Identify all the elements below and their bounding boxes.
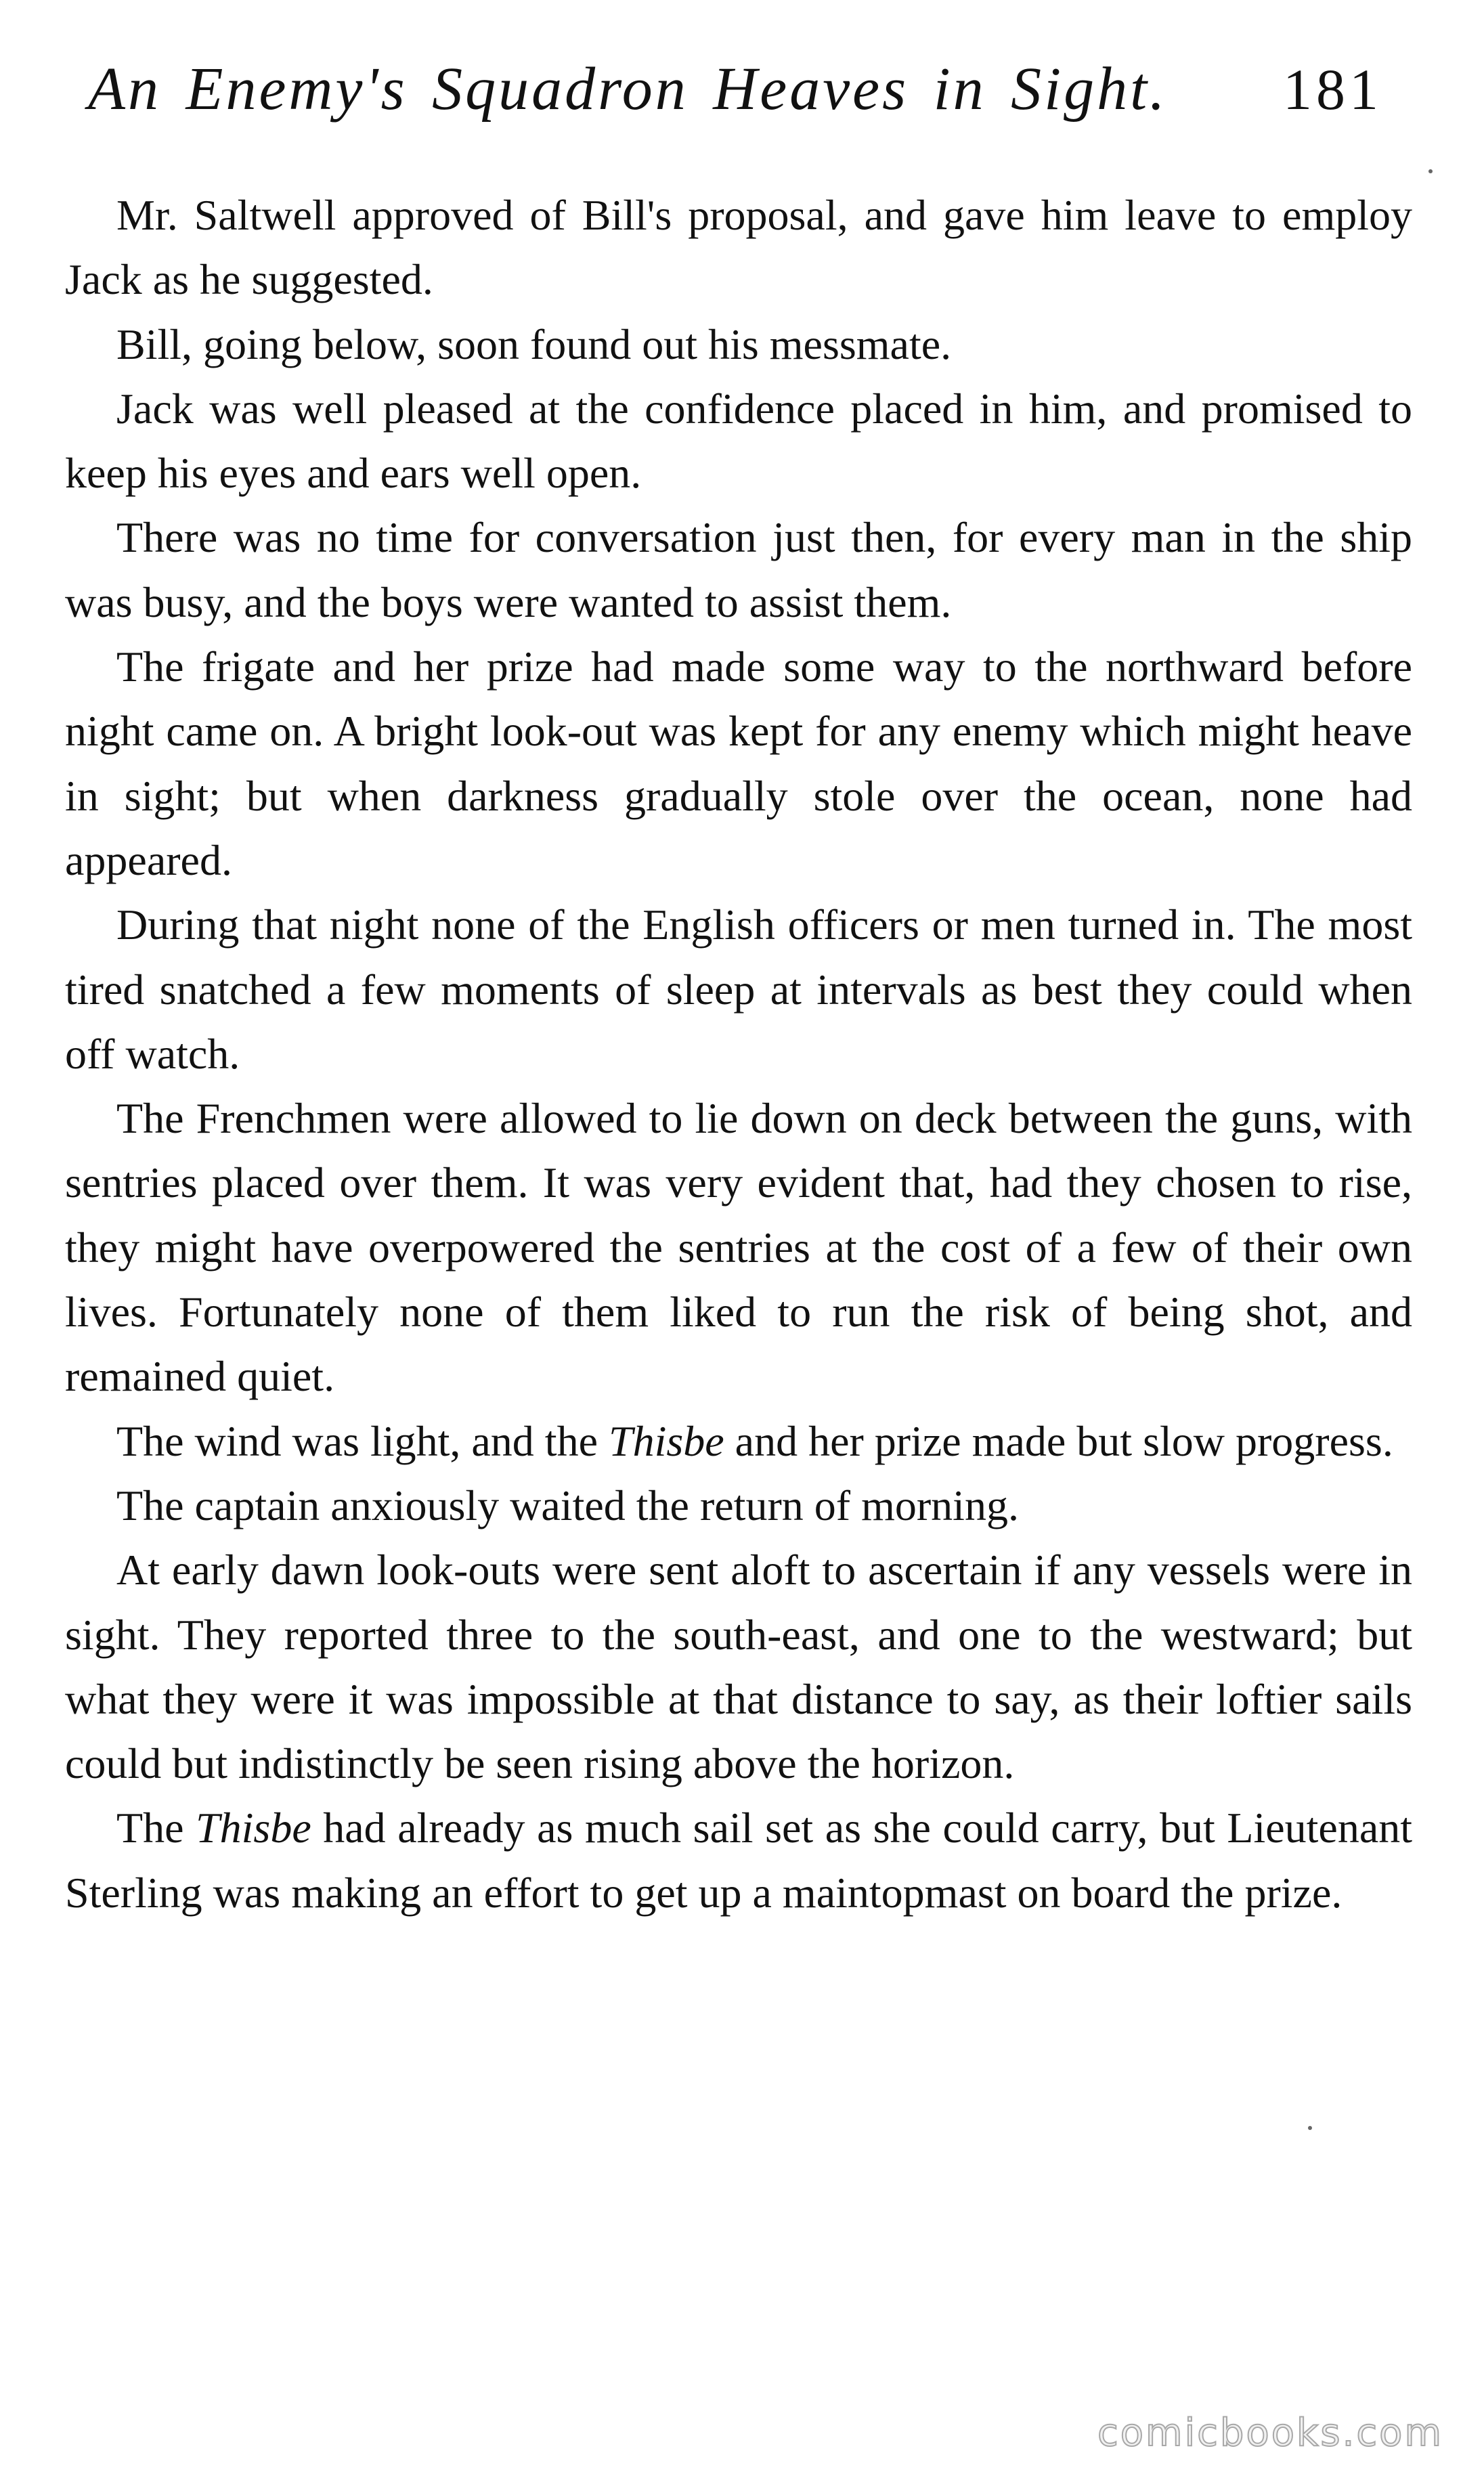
running-title: An Enemy's Squadron Heaves in Sight. xyxy=(88,56,1168,123)
watermark: comicbooks.com xyxy=(1097,2411,1443,2455)
print-speck xyxy=(1308,2126,1312,2130)
paragraph-night: During that night none of the English officers or men turned in. The most tired snatched a few moments of sleep at intervals as best they could when off watch. xyxy=(65,900,1412,1078)
ship-name: Thisbe xyxy=(608,1416,724,1465)
paragraph-wind-after: and her prize made but slow progress. xyxy=(724,1416,1393,1465)
paragraph-saltwell: Mr. Saltwell approved of Bill's proposal, and gave him leave to employ Jack as he suggested. xyxy=(65,191,1412,304)
paragraph-wind xyxy=(65,1409,1412,1473)
paragraph-captain: The captain anxiously waited the return of morning. xyxy=(116,1481,1019,1529)
print-speck xyxy=(1428,169,1433,173)
paragraph-jack: Jack was well pleased at the confidence placed in him, and promised to keep his eyes and ears well open. xyxy=(65,384,1412,498)
paragraph-bill: Bill, going below, soon found out his messmate. xyxy=(116,320,952,368)
page-number: 181 xyxy=(1283,57,1382,122)
paragraph-no-time: There was no time for conversation just then, for every man in the ship was busy, and the boys were wanted to assist them. xyxy=(65,513,1412,626)
page-header xyxy=(88,54,1382,142)
paragraph-wind-before: The wind was light, and the xyxy=(116,1416,609,1465)
paragraph-frenchmen: The Frenchmen were allowed to lie down on deck between the guns, with sentries placed over them. It was very evident that, had they chosen to rise, they might have overpowered the sentries at the cost of a few of their own lives. Fortunately none of them liked to run the risk of being shot, and remained quiet. xyxy=(65,1094,1412,1401)
body-text xyxy=(65,183,1412,1925)
paragraph-sail xyxy=(65,1796,1412,1925)
paragraph-frigate: The frigate and her prize had made some way to the northward before night came on. A bright look-out was kept for any enemy which might heave in sight; but when darkness gradually stole over the ocean, none had appeared. xyxy=(65,643,1412,884)
paragraph-sail-after: had already as much sail set as she could carry, but Lieutenant Sterling was making an effort to get up a maintopmast on board the prize. xyxy=(65,1804,1413,1917)
paragraph-dawn: At early dawn look-outs were sent aloft to ascertain if any vessels were in sight. They reported three to the south-east, and one to the westward; but what they were it was impossible at that distance to say, as their loftier sails could but indistinctly be seen rising above the horizon. xyxy=(65,1546,1412,1788)
ship-name: Thisbe xyxy=(196,1804,311,1852)
paragraph-sail-before: The xyxy=(116,1804,196,1852)
